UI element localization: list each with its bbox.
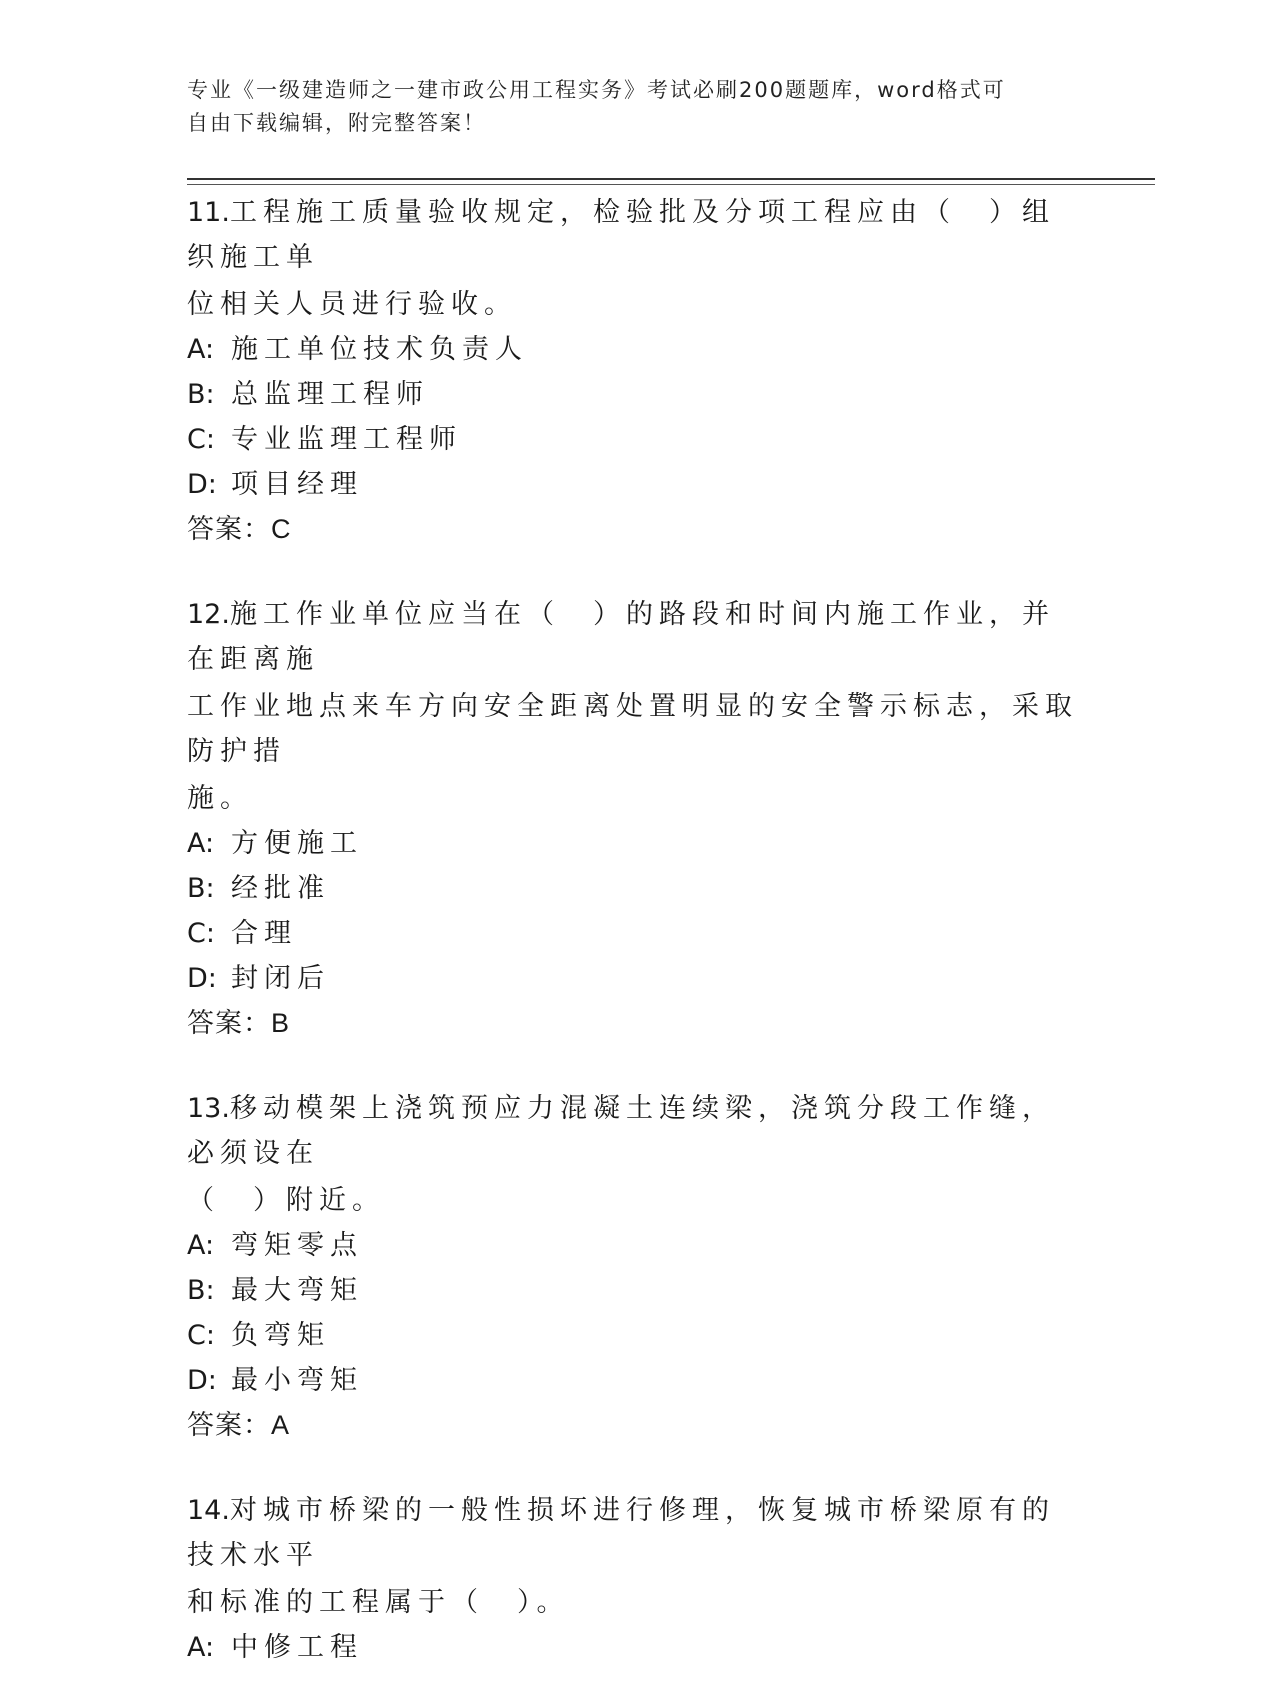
question-13 <box>187 1084 1087 1448</box>
question-stem <box>187 188 1087 280</box>
option-letter: A: <box>187 828 215 859</box>
header-rule-thick <box>187 178 1155 180</box>
question-stem <box>187 590 1087 682</box>
option-text: 封闭后 <box>231 963 330 994</box>
option-text: 负弯矩 <box>231 1320 330 1351</box>
question-stem-line-2: 工作业地点来车方向安全距离处置明显的安全警示标志，采取防护措 <box>187 691 1078 767</box>
question-number: 11. <box>187 197 230 228</box>
option-text: 总监理工程师 <box>231 379 429 410</box>
question-stem <box>187 1084 1087 1176</box>
option-b <box>187 372 1087 417</box>
answer-line: 答案：A <box>187 1410 291 1440</box>
option-letter: C: <box>187 1320 215 1351</box>
option-d <box>187 1358 1087 1403</box>
question-number: 12. <box>187 599 230 630</box>
option-letter: B: <box>187 1275 215 1306</box>
question-stem-line-2: 和标准的工程属于（ ）。 <box>187 1587 570 1618</box>
question-stem-line-1: 对城市桥梁的一般性损坏进行修理，恢复城市桥梁原有的技术水平 <box>187 1495 1055 1571</box>
option-text: 专业监理工程师 <box>231 424 462 455</box>
header-rule-thin <box>187 184 1155 185</box>
question-stem-line-2: 位相关人员进行验收。 <box>187 289 517 320</box>
question-stem-line-1: 施工作业单位应当在（ ）的路段和时间内施工作业，并在距离施 <box>187 599 1055 675</box>
option-letter: C: <box>187 918 215 949</box>
option-text: 项目经理 <box>231 469 363 500</box>
option-letter: C: <box>187 424 215 455</box>
question-stem-line-1: 移动模架上浇筑预应力混凝土连续梁，浇筑分段工作缝，必须设在 <box>187 1093 1055 1169</box>
option-text: 经批准 <box>231 873 330 904</box>
question-number: 13. <box>187 1093 230 1124</box>
header-line-2: 自由下载编辑，附完整答案！ <box>187 111 486 135</box>
option-a <box>187 821 1087 866</box>
option-b <box>187 866 1087 911</box>
option-letter: A: <box>187 334 215 365</box>
option-text: 施工单位技术负责人 <box>231 334 528 365</box>
option-letter: D: <box>187 469 217 500</box>
question-14 <box>187 1486 1087 1670</box>
option-c <box>187 1313 1087 1358</box>
option-letter: B: <box>187 873 215 904</box>
document-header <box>187 74 1067 140</box>
option-text: 方便施工 <box>231 828 363 859</box>
option-text: 弯矩零点 <box>231 1230 363 1261</box>
option-text: 最大弯矩 <box>231 1275 363 1306</box>
option-text: 合理 <box>231 918 297 949</box>
answer-line: 答案：B <box>187 1008 291 1038</box>
option-c <box>187 911 1087 956</box>
option-c <box>187 417 1087 462</box>
option-a <box>187 1625 1087 1670</box>
question-11 <box>187 188 1087 552</box>
option-letter: D: <box>187 963 217 994</box>
option-letter: A: <box>187 1632 215 1663</box>
option-d <box>187 462 1087 507</box>
header-line-1: 专业《一级建造师之一建市政公用工程实务》考试必刷200题题库，word格式可 <box>187 78 1006 102</box>
option-a <box>187 327 1087 372</box>
option-letter: A: <box>187 1230 215 1261</box>
question-stem-line-1: 工程施工质量验收规定，检验批及分项工程应由（ ）组织施工单 <box>187 197 1055 273</box>
option-d <box>187 956 1087 1001</box>
question-number: 14. <box>187 1495 230 1526</box>
question-12 <box>187 590 1087 1046</box>
option-b <box>187 1268 1087 1313</box>
option-letter: D: <box>187 1365 217 1396</box>
question-list <box>187 188 1087 1708</box>
question-stem-line-3: 施。 <box>187 783 253 814</box>
option-letter: B: <box>187 379 215 410</box>
option-text: 最小弯矩 <box>231 1365 363 1396</box>
option-a <box>187 1223 1087 1268</box>
option-text: 中修工程 <box>231 1632 363 1663</box>
answer-line: 答案：C <box>187 514 292 544</box>
question-stem-line-2: （ ）附近。 <box>187 1185 385 1216</box>
question-stem <box>187 1486 1087 1578</box>
